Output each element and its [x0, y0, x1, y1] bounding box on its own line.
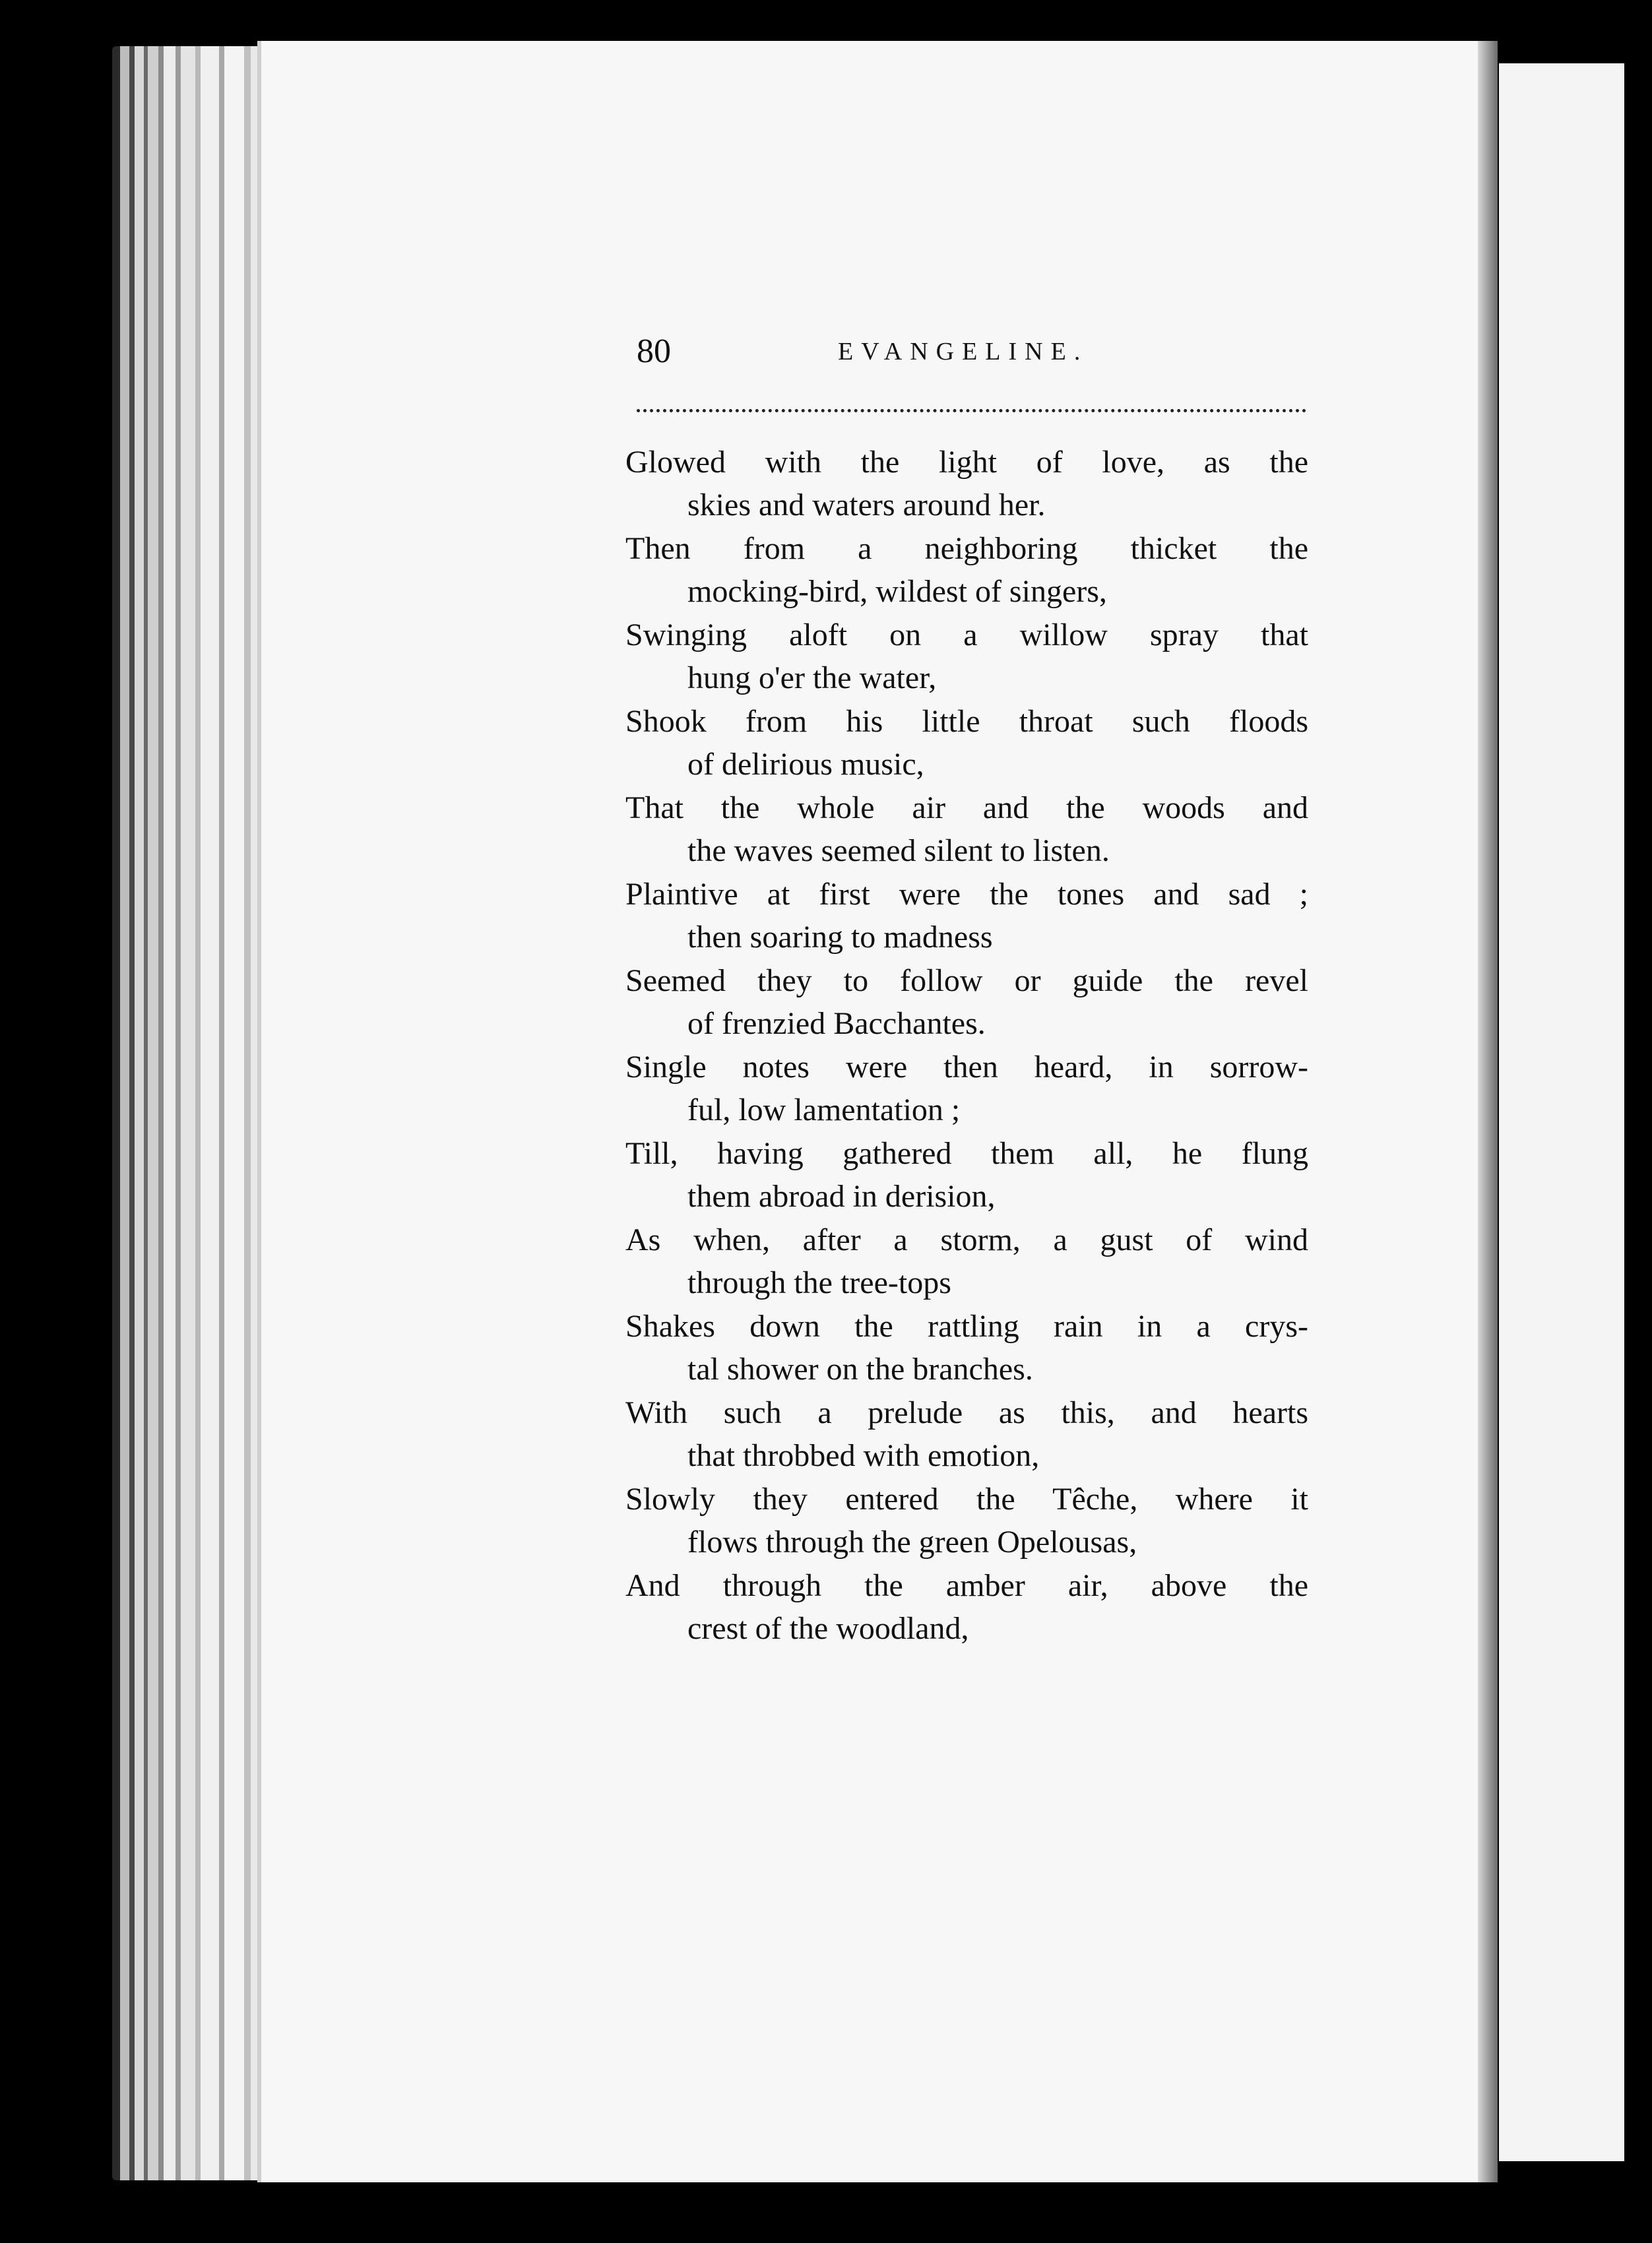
verse-continuation: ful, low lamentation ; — [687, 1092, 961, 1127]
verse-line: Seemed they to follow or guide the revel — [625, 963, 1308, 998]
verse — [625, 1391, 1308, 1478]
verse-line: And through the amber air, above the — [625, 1568, 1308, 1603]
verse-line: Then from a neighboring thicket the — [625, 531, 1308, 566]
verse-line: With such a prelude as this, and hearts — [625, 1395, 1308, 1430]
verse — [625, 1305, 1308, 1391]
verse-continuation: of frenzied Bacchantes. — [687, 1006, 986, 1041]
verse — [625, 700, 1308, 786]
page-number: 80 — [637, 332, 671, 370]
verse — [625, 786, 1308, 873]
verse — [625, 1046, 1308, 1132]
verse-line: Slowly they entered the Têche, where it — [625, 1482, 1308, 1517]
verse-line: Shook from his little throat such floods — [625, 704, 1308, 739]
verse-continuation: crest of the woodland, — [687, 1611, 969, 1646]
verse-continuation: them abroad in derision, — [687, 1179, 996, 1214]
verse-line: Single notes were then heard, in sorrow- — [625, 1050, 1308, 1085]
verse-line: Till, having gathered them all, he flung — [625, 1136, 1308, 1171]
verse-continuation: the waves seemed silent to listen. — [687, 833, 1110, 868]
verse — [625, 1478, 1308, 1564]
verse-line: Shakes down the rattling rain in a crys- — [625, 1309, 1308, 1344]
verse — [625, 441, 1308, 527]
verse — [625, 959, 1308, 1046]
verse-line: Plaintive at first were the tones and sad ; — [625, 877, 1308, 912]
verse-continuation: tal shower on the branches. — [687, 1352, 1033, 1387]
verse-continuation: skies and waters around her. — [687, 488, 1046, 522]
running-head — [637, 329, 1323, 375]
verse-continuation: of delirious music, — [687, 747, 924, 782]
verse — [625, 873, 1308, 959]
verse — [625, 1132, 1308, 1218]
facing-page — [1499, 63, 1624, 2161]
verse-continuation: flows through the green Opelousas, — [687, 1525, 1137, 1560]
spine-shadow — [1478, 41, 1498, 2182]
verse-continuation: that throbbed with emotion, — [687, 1438, 1040, 1473]
verse — [625, 527, 1308, 614]
dotted-rule — [637, 409, 1306, 412]
page-edges — [112, 46, 270, 2180]
verse-line: Glowed with the light of love, as the — [625, 445, 1308, 480]
verse-line: That the whole air and the woods and — [625, 790, 1308, 825]
verse-line: As when, after a storm, a gust of wind — [625, 1222, 1308, 1257]
verse-continuation: mocking-bird, wildest of singers, — [687, 574, 1107, 609]
verse — [625, 614, 1308, 700]
verse-continuation: through the tree-tops — [687, 1265, 951, 1300]
verse — [625, 1218, 1308, 1305]
verse-line: Swinging aloft on a willow spray that — [625, 617, 1308, 652]
verse-continuation: hung o'er the water, — [687, 660, 937, 695]
poem-text — [625, 441, 1308, 1651]
verse-continuation: then soaring to madness — [687, 920, 993, 955]
book-title: EVANGELINE. — [838, 338, 1089, 365]
verse — [625, 1564, 1308, 1651]
